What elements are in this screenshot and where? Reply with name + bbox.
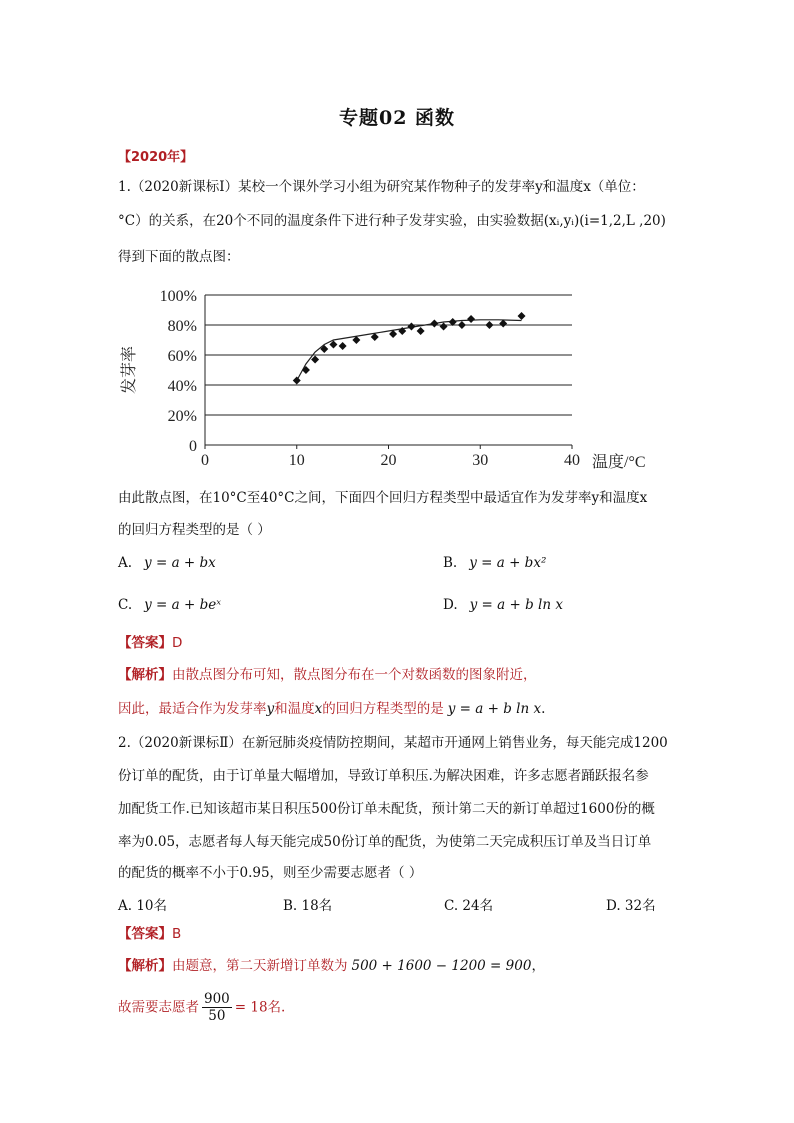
q2-line-3: 加配货工作.已知该超市某日积压500份订单未配货，预计第二天的新订单超过1600份的概 [118, 801, 655, 817]
page-title: 专题02 函数 [338, 107, 456, 129]
option-letter: A. [118, 555, 133, 571]
answer-value: D [172, 635, 183, 651]
analysis-var-y: y [266, 701, 275, 717]
x-tick-label: 30 [472, 452, 489, 469]
q1-analysis-1 [118, 666, 537, 684]
fraction-denominator: 50 [208, 1008, 226, 1024]
data-point [339, 342, 347, 350]
analysis-formula: 500 + 1600 − 1200 = 900 [351, 958, 532, 974]
answer-value: B [172, 926, 182, 942]
analysis-text: 故需要志愿者 [118, 999, 199, 1016]
analysis-result: = 18名. [234, 999, 286, 1016]
data-point [407, 323, 415, 331]
data-point [467, 315, 475, 323]
x-tick-label: 20 [380, 452, 397, 469]
data-point [293, 377, 301, 385]
option-letter: D. [443, 597, 458, 613]
fraction-numerator: 900 [204, 991, 230, 1007]
q2-line-2: 份订单的配货，由于订单量大幅增加，导致订单积压.为解决困难，许多志愿者踊跃报名参 [118, 768, 649, 784]
q1-line-4: 由此散点图，在10°C至40°C之间，下面四个回归方程类型中最适宜作为发芽率y和温度x [118, 490, 648, 506]
x-tick-label: 40 [564, 452, 580, 469]
q1-line-2: °C）的关系，在20个不同的温度条件下进行种子发芽实验，由实验数据(xᵢ,yᵢ)(i=1,2,L ,20) [118, 213, 666, 229]
q1-analysis-2 [118, 700, 545, 718]
q2-option-c[interactable]: C. 24名 [444, 898, 494, 914]
section-year-label: 【2020年】 [118, 150, 194, 165]
answer-label: 【答案】 [118, 635, 172, 651]
data-point [440, 323, 448, 331]
scatter-chart [120, 280, 660, 475]
data-point [518, 312, 526, 320]
q2-analysis-2 [118, 990, 285, 1025]
option-letter: C. [118, 597, 133, 613]
answer-label: 【答案】 [118, 926, 172, 942]
q1-option-b[interactable] [443, 555, 546, 571]
y-axis-label: 发芽率 [121, 345, 138, 395]
data-point [311, 356, 319, 364]
fraction [202, 991, 232, 1024]
q2-line-4: 率为0.05，志愿者每人每天能完成50份订单的配货，为使第二天完成积压订单及当日订单 [118, 834, 652, 850]
analysis-text: 因此，最适合作为发芽率 [118, 701, 267, 717]
analysis-text: 由题意，第二天新增订单数为 [172, 958, 348, 974]
analysis-label: 【解析】 [118, 667, 172, 683]
analysis-text: 和温度 [274, 701, 315, 717]
q2-line-1: 2.（2020新课标Ⅱ）在新冠肺炎疫情防控期间，某超市开通网上销售业务，每天能完成1200 [118, 735, 668, 751]
y-tick-label: 100% [159, 288, 197, 305]
analysis-label: 【解析】 [118, 958, 172, 974]
data-point [302, 366, 310, 374]
q2-option-b[interactable]: B. 18名 [283, 898, 333, 914]
q2-analysis-1 [118, 957, 545, 975]
y-tick-label: 40% [167, 378, 197, 395]
y-tick-label: 20% [167, 408, 197, 425]
y-tick-label: 80% [167, 318, 197, 335]
x-tick-label: 0 [201, 452, 209, 469]
q2-line-5: 的配货的概率不小于0.95，则至少需要志愿者（ ） [118, 865, 423, 881]
option-formula: y = a + bx² [469, 555, 547, 571]
q1-line-3: 得到下面的散点图： [118, 249, 240, 265]
q1-option-d[interactable] [443, 597, 563, 613]
analysis-var-x: x [314, 701, 323, 717]
data-point [430, 320, 438, 328]
analysis-text: ， [531, 958, 545, 974]
y-tick-label: 0 [189, 438, 197, 455]
data-point [417, 327, 425, 335]
trend-curve [297, 320, 522, 381]
q1-option-c[interactable] [118, 597, 221, 613]
option-formula: y = a + b ln x [469, 597, 563, 613]
data-point [485, 321, 493, 329]
data-point [458, 321, 466, 329]
option-formula: y = a + bx [144, 555, 216, 571]
analysis-text: 由散点图分布可知，散点图分布在一个对数函数的图象附近， [172, 667, 537, 683]
q1-option-a[interactable] [118, 555, 216, 571]
x-axis-label: 温度/°C [592, 454, 646, 471]
analysis-text: . [541, 701, 546, 717]
x-tick-label: 10 [288, 452, 305, 469]
q2-option-d[interactable]: D. 32名 [606, 898, 656, 914]
analysis-text: 的回归方程类型的是 [322, 701, 444, 717]
analysis-formula: y = a + b ln x [447, 701, 542, 717]
q2-answer [118, 925, 181, 943]
option-formula: y = a + beˣ [144, 597, 222, 613]
data-point [499, 320, 507, 328]
q2-option-a[interactable]: A. 10名 [118, 898, 168, 914]
option-letter: B. [443, 555, 458, 571]
q1-line-1: 1.（2020新课标Ⅰ）某校一个课外学习小组为研究某作物种子的发芽率y和温度x（单位： [118, 179, 645, 195]
q1-line-5: 的回归方程类型的是（ ） [118, 522, 271, 538]
y-tick-label: 60% [167, 348, 197, 365]
q1-answer [118, 634, 182, 652]
